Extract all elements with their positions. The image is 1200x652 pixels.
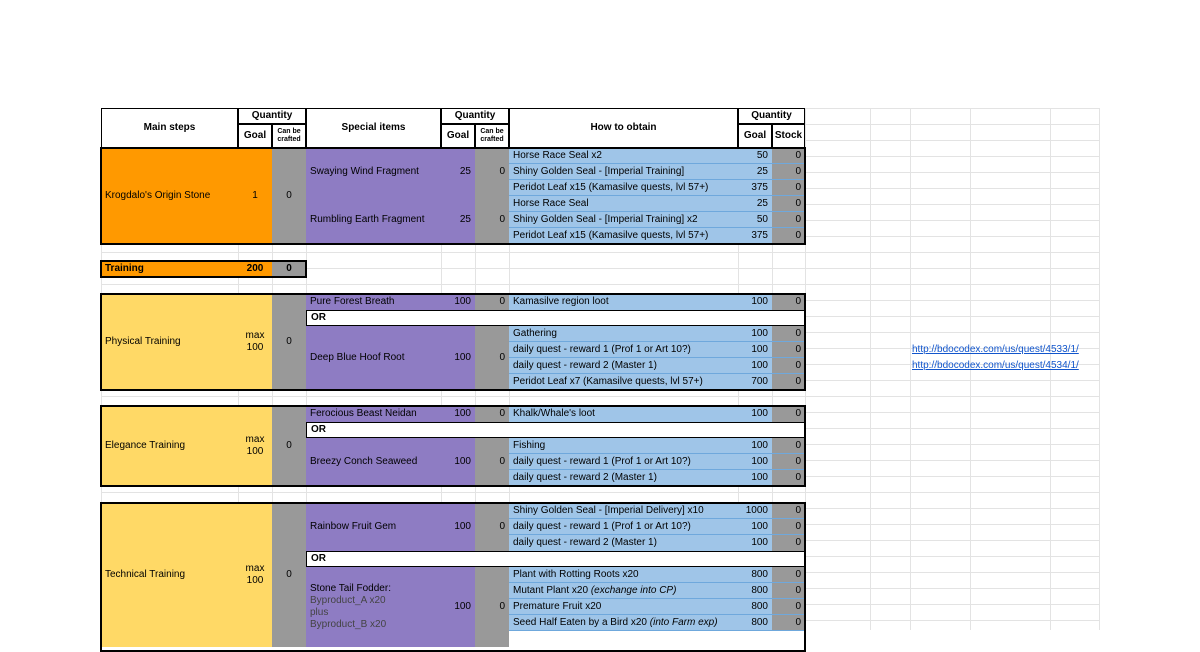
source-stock[interactable]: 0 (772, 180, 805, 196)
gridline-horizontal (101, 492, 1099, 493)
source-note: (exchange into CP) (590, 584, 677, 596)
source-stock[interactable]: 0 (772, 374, 805, 390)
elegance-step-name: Elegance Training (101, 406, 238, 486)
special-item-crafted[interactable]: 0 (475, 567, 509, 647)
source-stock[interactable]: 0 (772, 212, 805, 228)
source-text: Kamasilve region loot (509, 294, 738, 310)
source-goal[interactable]: 25 (738, 164, 772, 180)
source-goal[interactable]: 800 (738, 615, 772, 631)
special-item-goal[interactable]: 100 (441, 326, 475, 390)
source-text: Gathering (509, 326, 738, 342)
gridline-vertical (1099, 108, 1100, 630)
header-special-items: Special items (306, 108, 441, 148)
source-stock[interactable]: 0 (772, 454, 805, 470)
source-text: Shiny Golden Seal - [Imperial Delivery] x10 (509, 503, 738, 519)
source-goal[interactable]: 100 (738, 438, 772, 454)
elegance-step-crafted[interactable]: 0 (272, 406, 306, 486)
source-text: Shiny Golden Seal - [Imperial Training] x2 (509, 212, 738, 228)
source-stock[interactable]: 0 (772, 599, 805, 615)
source-main-text: Mutant Plant x20 (513, 584, 589, 596)
source-text: Khalk/Whale's loot (509, 406, 738, 422)
physical-step-goal[interactable]: max 100 (238, 294, 272, 390)
source-text: Fishing (509, 438, 738, 454)
fodder-byproduct-b: Byproduct_B x20 (310, 619, 387, 630)
header-quantity-2: Quantity (441, 108, 509, 124)
header-can-be-crafted-2: Can be crafted (475, 124, 509, 148)
source-stock[interactable]: 0 (772, 196, 805, 212)
origin-step-crafted[interactable]: 0 (272, 148, 306, 244)
source-stock[interactable]: 0 (772, 164, 805, 180)
gridline-vertical (910, 108, 911, 630)
source-stock[interactable]: 0 (772, 503, 805, 519)
special-item-name: Rainbow Fruit Gem (306, 503, 441, 551)
special-item-goal[interactable]: 100 (441, 503, 475, 551)
special-item-goal[interactable]: 25 (441, 148, 475, 196)
origin-step-name: Krogdalo's Origin Stone (101, 148, 238, 244)
gridline-vertical (870, 108, 871, 630)
source-text (509, 599, 738, 615)
header-main-steps: Main steps (101, 108, 238, 148)
source-stock[interactable]: 0 (772, 615, 805, 631)
special-item-crafted[interactable]: 0 (475, 438, 509, 486)
source-text: Horse Race Seal x2 (509, 148, 738, 164)
source-stock[interactable]: 0 (772, 535, 805, 551)
source-goal[interactable]: 100 (738, 406, 772, 422)
special-item-crafted[interactable]: 0 (475, 196, 509, 244)
header-goal-3: Goal (738, 124, 772, 148)
source-goal[interactable]: 50 (738, 148, 772, 164)
source-text (509, 583, 738, 599)
fodder-title: Stone Tail Fodder: (310, 583, 391, 594)
source-main-text: Seed Half Eaten by a Bird x20 (513, 616, 647, 628)
source-goal[interactable]: 800 (738, 583, 772, 599)
source-stock[interactable]: 0 (772, 438, 805, 454)
header-quantity-3: Quantity (738, 108, 805, 124)
header-how-to-obtain: How to obtain (509, 108, 738, 148)
source-stock[interactable]: 0 (772, 358, 805, 374)
special-item-crafted[interactable]: 0 (475, 503, 509, 551)
technical-step-name: Technical Training (101, 503, 238, 647)
source-goal[interactable]: 375 (738, 228, 772, 244)
special-item-goal[interactable]: 100 (441, 438, 475, 486)
header-can-be-crafted-1: Can be crafted (272, 124, 306, 148)
source-text: daily quest - reward 1 (Prof 1 or Art 10?) (509, 454, 738, 470)
origin-step-goal[interactable]: 1 (238, 148, 272, 244)
gridline-horizontal (101, 284, 1099, 285)
source-text: daily quest - reward 2 (Master 1) (509, 470, 738, 486)
source-stock[interactable]: 0 (772, 406, 805, 422)
physical-step-crafted[interactable]: 0 (272, 294, 306, 390)
source-goal[interactable]: 700 (738, 374, 772, 390)
special-item-name: Pure Forest Breath (306, 294, 441, 310)
source-goal[interactable]: 25 (738, 196, 772, 212)
fodder-byproduct-a: Byproduct_A x20 (310, 595, 386, 606)
special-item-name: Ferocious Beast Neidan (306, 406, 441, 422)
source-text (509, 615, 738, 631)
source-goal[interactable]: 100 (738, 294, 772, 310)
fodder-plus: plus (310, 607, 329, 618)
source-stock[interactable]: 0 (772, 519, 805, 535)
source-goal[interactable]: 800 (738, 599, 772, 615)
gridline-horizontal (101, 252, 1099, 253)
source-stock[interactable]: 0 (772, 294, 805, 310)
training-step-goal[interactable]: 200 (238, 261, 272, 277)
source-goal[interactable]: 100 (738, 535, 772, 551)
source-text: daily quest - reward 1 (Prof 1 or Art 10?) (509, 342, 738, 358)
special-item-name: Rumbling Earth Fragment (306, 196, 441, 244)
quest-link[interactable]: http://bdocodex.com/us/quest/4533/1/ (912, 344, 1079, 355)
source-stock[interactable]: 0 (772, 326, 805, 342)
special-item-goal[interactable]: 100 (441, 294, 475, 310)
special-item-goal[interactable]: 25 (441, 196, 475, 244)
special-item-name: Breezy Conch Seaweed (306, 438, 441, 486)
source-stock[interactable]: 0 (772, 148, 805, 164)
source-stock[interactable]: 0 (772, 567, 805, 583)
source-goal[interactable]: 100 (738, 519, 772, 535)
physical-step-name: Physical Training (101, 294, 238, 390)
source-text: Shiny Golden Seal - [Imperial Training] (509, 164, 738, 180)
source-text: Peridot Leaf x15 (Kamasilve quests, lvl 57+) (509, 180, 738, 196)
training-step-name: Training (101, 261, 238, 277)
quest-link[interactable]: http://bdocodex.com/us/quest/4534/1/ (912, 360, 1079, 371)
special-item-crafted[interactable]: 0 (475, 406, 509, 422)
special-item-goal[interactable]: 100 (441, 406, 475, 422)
gridline-horizontal (101, 396, 1099, 397)
source-text (509, 567, 738, 583)
special-item-crafted[interactable]: 0 (475, 148, 509, 196)
source-goal[interactable]: 50 (738, 212, 772, 228)
source-stock[interactable]: 0 (772, 342, 805, 358)
source-stock[interactable]: 0 (772, 583, 805, 599)
source-stock[interactable]: 0 (772, 470, 805, 486)
technical-step-goal[interactable]: max 100 (238, 503, 272, 647)
source-main-text: Plant with Rotting Roots x20 (513, 568, 639, 580)
source-goal[interactable]: 375 (738, 180, 772, 196)
source-stock[interactable]: 0 (772, 228, 805, 244)
source-goal[interactable]: 100 (738, 326, 772, 342)
source-text: daily quest - reward 1 (Prof 1 or Art 10?) (509, 519, 738, 535)
source-goal[interactable]: 100 (738, 342, 772, 358)
special-item-name: Swaying Wind Fragment (306, 148, 441, 196)
special-item-name: Deep Blue Hoof Root (306, 326, 441, 390)
header-goal-2: Goal (441, 124, 475, 148)
source-goal[interactable]: 100 (738, 358, 772, 374)
source-text: Horse Race Seal (509, 196, 738, 212)
source-goal[interactable]: 100 (738, 470, 772, 486)
source-main-text: Premature Fruit x20 (513, 600, 602, 612)
special-item-crafted[interactable]: 0 (475, 326, 509, 390)
gridline-vertical (805, 108, 806, 630)
header-goal-1: Goal (238, 124, 272, 148)
source-goal[interactable]: 100 (738, 454, 772, 470)
source-note: (into Farm exp) (649, 616, 718, 628)
technical-step-crafted[interactable]: 0 (272, 503, 306, 647)
source-goal[interactable]: 800 (738, 567, 772, 583)
source-text: daily quest - reward 2 (Master 1) (509, 535, 738, 551)
special-item-name (306, 567, 441, 647)
or-separator: OR (306, 551, 805, 567)
source-text: daily quest - reward 2 (Master 1) (509, 358, 738, 374)
header-stock: Stock (772, 124, 805, 148)
source-text: Peridot Leaf x15 (Kamasilve quests, lvl 57+) (509, 228, 738, 244)
or-separator: OR (306, 310, 805, 326)
special-item-goal[interactable]: 100 (441, 567, 475, 647)
training-step-crafted[interactable]: 0 (272, 261, 306, 277)
elegance-step-goal[interactable]: max 100 (238, 406, 272, 486)
or-separator: OR (306, 422, 805, 438)
source-text: Peridot Leaf x7 (Kamasilve quests, lvl 57+) (509, 374, 738, 390)
source-goal[interactable]: 1000 (738, 503, 772, 519)
special-item-crafted[interactable]: 0 (475, 294, 509, 310)
header-quantity-1: Quantity (238, 108, 306, 124)
